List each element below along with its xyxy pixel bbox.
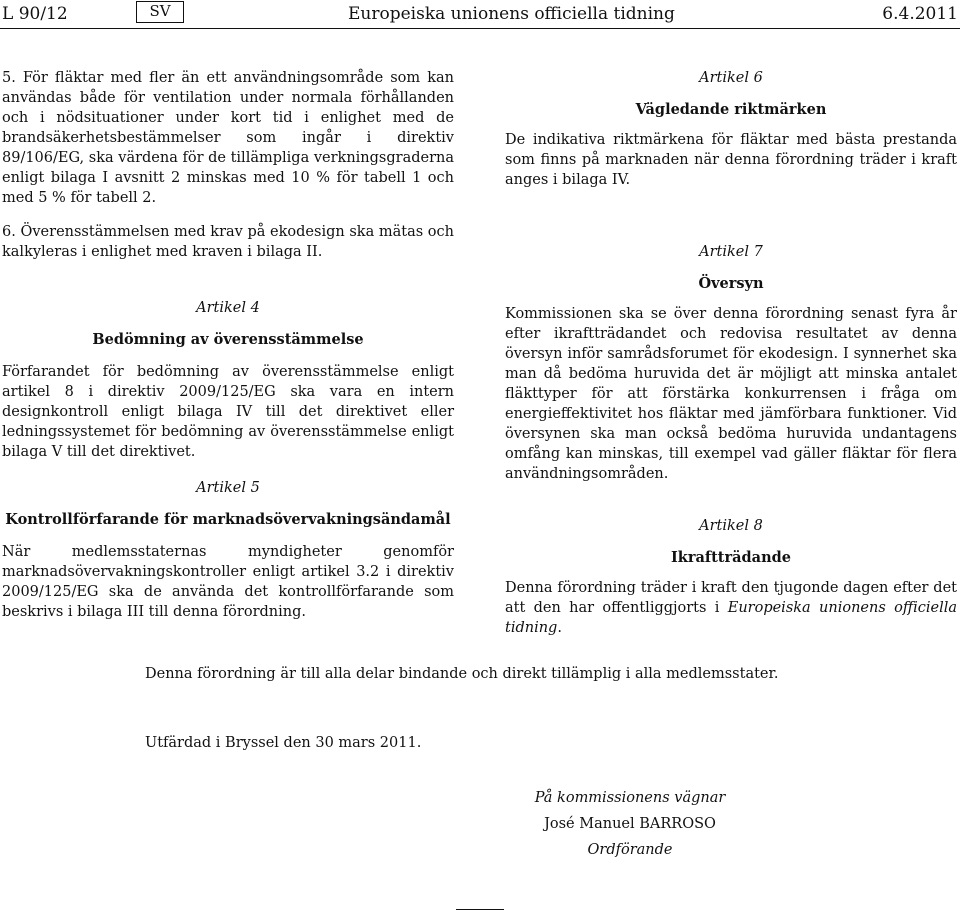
page-header <box>0 0 960 30</box>
article-4-text: Förfarandet för bedömning av överensstämmelse enligt artikel 8 i direktiv 2009/125/EG ska vara en intern designkontroll enligt bilaga IV till det direktivet eller ledningssystemet för bedömning av överensstämmelse enligt bilaga V till det direktivet. <box>2 364 454 460</box>
article-6-label: Artikel 6 <box>699 70 763 86</box>
article-8-label: Artikel 8 <box>699 518 763 534</box>
paragraph-6 <box>2 222 454 262</box>
article-6-title: Vägledande riktmärken <box>635 101 827 118</box>
article-8-text-start: Denna förordning träder i kraft den tjugonde dagen efter det att den har offentliggjorts i <box>505 580 957 616</box>
article-4-label: Artikel 4 <box>196 300 260 316</box>
article-6 <box>505 68 957 190</box>
paragraph-5 <box>2 68 454 208</box>
article-7-text: Kommissionen ska se över denna förordning senast fyra år efter ikraftträdandet och redovisa resultatet av denna översyn inför samrådsforumet för ekodesign. I synnerhet ska man då bedöma huruvida det är möjligt att minska antalet fläkttyper för att förstärka konkurrensen i fråga om energieffektivitet hos fläktar med jämförbara funktioner. Vid översynen ska man också bedöma huruvida undantagens omfång kan minskas, till exempel vad gäller fläktar för flera användningsområden. <box>505 306 957 482</box>
article-5-text: När medlemsstaternas myndigheter genomför marknadsövervakningskontroller enligt artikel 3.2 i direktiv 2009/125/EG ska de använda det kontrollförfarande som beskrivs i bilaga III till denna förordning. <box>2 544 454 620</box>
publication-date: 6.4.2011 <box>882 4 958 24</box>
article-5-title: Kontrollförfarande för marknadsövervakningsändamål <box>5 511 451 528</box>
on-behalf-line: På kommissionens vägnar <box>534 790 726 806</box>
signing-place-date: Utfärdad i Bryssel den 30 mars 2011. <box>145 735 422 751</box>
signature-block <box>480 785 780 863</box>
page-number: L 90/12 <box>2 4 68 24</box>
signatory-name: José Manuel BARROSO <box>544 816 716 832</box>
language-badge: SV <box>136 1 184 23</box>
closing-statement: Denna förordning är till alla delar bindande och direkt tillämplig i alla medlemsstater. <box>145 666 779 682</box>
article-8-title: Ikraftträdande <box>671 549 791 566</box>
article-7-label: Artikel 7 <box>699 244 763 260</box>
article-5-label: Artikel 5 <box>196 480 260 496</box>
article-7-title: Översyn <box>698 275 764 292</box>
article-4 <box>2 298 454 462</box>
article-4-title: Bedömning av överensstämmelse <box>92 331 364 348</box>
footer-rule <box>456 909 504 910</box>
article-8 <box>505 516 957 638</box>
paragraph-6-text: 6. Överensstämmelsen med krav på ekodesign ska mätas och kalkyleras i enlighet med kraven i bilaga II. <box>2 224 454 260</box>
article-8-text-end: . <box>557 620 562 636</box>
article-5 <box>2 478 454 622</box>
article-6-text: De indikativa riktmärkena för fläktar med bästa prestanda som finns på marknaden när denna förordning träder i kraft anges i bilaga IV. <box>505 132 957 188</box>
signatory-role: Ordförande <box>587 842 673 858</box>
journal-name: Europeiska unionens officiella tidning <box>505 600 957 636</box>
article-7 <box>505 242 957 484</box>
paragraph-5-text: 5. För fläktar med fler än ett användningsområde som kan användas både för ventilation under normala förhållanden och i nödsituationer under kort tid i enlighet med de brandsäkerhetsbestämmelser som ingår i direktiv 89/106/EG, ska värdena för de tillämpliga verkningsgraderna enligt bilaga I avsnitt 2 minskas med 10 % för tabell 1 och med 5 % för tabell 2. <box>2 70 454 206</box>
publication-title: Europeiska unionens officiella tidning <box>348 4 675 24</box>
article-8-text <box>505 578 957 638</box>
header-rule <box>0 28 960 29</box>
